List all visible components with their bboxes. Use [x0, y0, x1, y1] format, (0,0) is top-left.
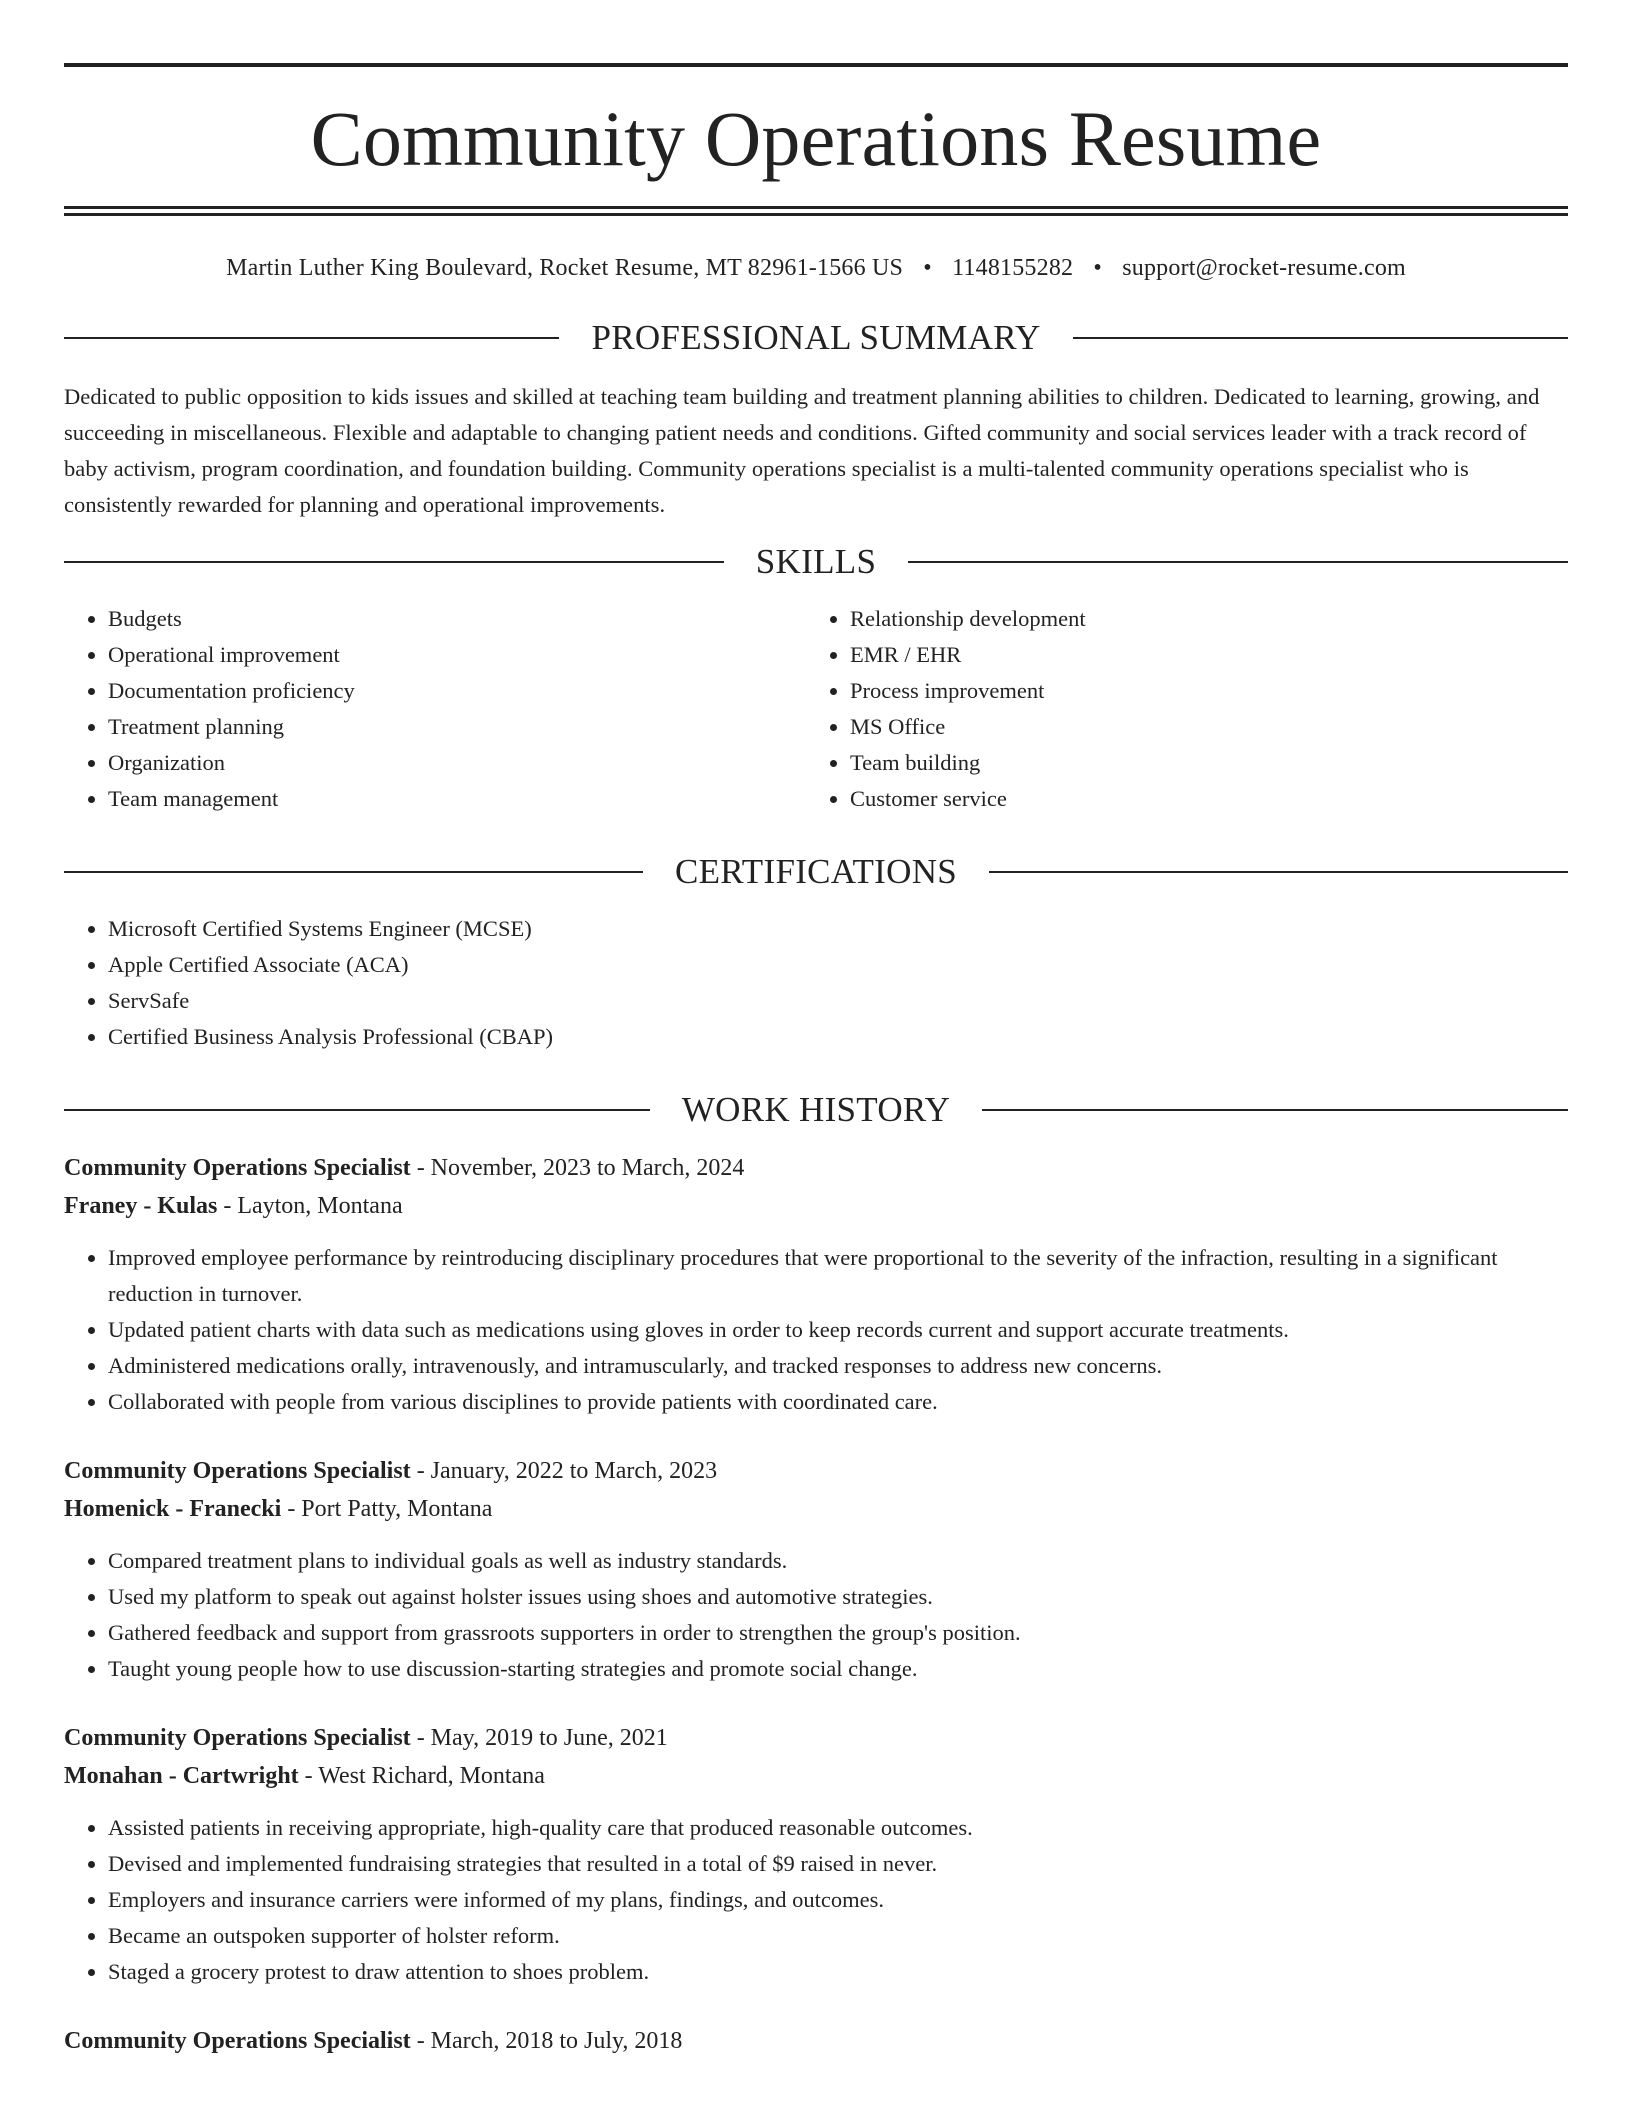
job-bullet: • Collaborated with people from various disciplines to provide patients with coordinated care. — [108, 1384, 1568, 1420]
resume-page — [64, 0, 1568, 2060]
job-bullet: • Updated patient charts with data such as medications using gloves in order to keep records current and support accurate treatments. — [108, 1312, 1568, 1348]
skills-list — [64, 601, 1568, 817]
job-bullets — [64, 1240, 1568, 1420]
skill-item: • Treatment planning — [108, 709, 806, 745]
skill-item: • Customer service — [850, 781, 1548, 817]
job-entry — [64, 1452, 1568, 1687]
job-title-line — [64, 1719, 1568, 1757]
job-location: - West Richard, Montana — [298, 1763, 545, 1789]
skill-item: • Documentation proficiency — [108, 673, 806, 709]
job-entry — [64, 1719, 1568, 1990]
contact-separator: • — [1093, 255, 1103, 281]
job-bullet: • Devised and implemented fundraising strategies that resulted in a total of $9 raised in never. — [108, 1846, 1568, 1882]
job-title: Community Operations Specialist — [64, 1155, 411, 1181]
section-title: SKILLS — [755, 542, 877, 581]
job-title: Community Operations Specialist — [64, 1458, 411, 1484]
contact-phone: 1148155282 — [952, 255, 1074, 281]
contact-email: support@rocket-resume.com — [1122, 255, 1406, 281]
job-company-line — [64, 1757, 1568, 1795]
certification-item: • Certified Business Analysis Professional (CBAP) — [108, 1019, 1568, 1055]
job-bullet: • Improved employee performance by reintroducing disciplinary procedures that were proportional to the severity of the infraction, resulting in a significant reduction in turnover. — [108, 1240, 1568, 1312]
job-bullets — [64, 1543, 1568, 1687]
top-rule — [64, 63, 1568, 67]
skill-item: • Organization — [108, 745, 806, 781]
skill-item: • Relationship development — [850, 601, 1548, 637]
skill-item: • Team building — [850, 745, 1548, 781]
job-title-line — [64, 1452, 1568, 1490]
job-bullet: • Became an outspoken supporter of holster reform. — [108, 1918, 1568, 1954]
skill-item: • Operational improvement — [108, 637, 806, 673]
job-title-line — [64, 2022, 1568, 2060]
section-title: WORK HISTORY — [681, 1090, 951, 1129]
title-double-rule — [64, 206, 1568, 216]
section-title: CERTIFICATIONS — [674, 852, 958, 891]
certification-item: • ServSafe — [108, 983, 1568, 1019]
job-bullets — [64, 1810, 1568, 1990]
contact-separator: • — [923, 255, 932, 281]
job-bullet: • Compared treatment plans to individual goals as well as industry standards. — [108, 1543, 1568, 1579]
heading-rule — [64, 561, 724, 563]
resume-title: Community Operations Resume — [310, 95, 1322, 182]
job-bullet: • Gathered feedback and support from grassroots supporters in order to strengthen the group's position. — [108, 1615, 1568, 1651]
certification-item: • Microsoft Certified Systems Engineer (MCSE) — [108, 911, 1568, 947]
job-dates: - March, 2018 to July, 2018 — [410, 2028, 683, 2054]
contact-address: Martin Luther King Boulevard, Rocket Resume, MT 82961-1566 US — [226, 255, 904, 281]
job-dates: - May, 2019 to June, 2021 — [410, 1725, 668, 1751]
job-bullet: • Employers and insurance carriers were informed of my plans, findings, and outcomes. — [108, 1882, 1568, 1918]
job-company: Monahan - Cartwright — [64, 1763, 299, 1789]
skill-item: • MS Office — [850, 709, 1548, 745]
certification-item: • Apple Certified Associate (ACA) — [108, 947, 1568, 983]
skill-item: • Team management — [108, 781, 806, 817]
job-bullet: • Taught young people how to use discussion-starting strategies and promote social change. — [108, 1651, 1568, 1687]
section-heading-certifications — [64, 852, 1568, 892]
skill-item: • Budgets — [108, 601, 806, 637]
certifications-list — [64, 911, 1568, 1055]
job-company: Franey - Kulas — [64, 1193, 218, 1219]
job-bullet: • Assisted patients in receiving appropriate, high-quality care that produced reasonable outcomes. — [108, 1810, 1568, 1846]
job-title: Community Operations Specialist — [64, 1725, 411, 1751]
skill-item: • Process improvement — [850, 673, 1548, 709]
heading-rule — [64, 1109, 650, 1111]
job-dates: - November, 2023 to March, 2024 — [410, 1155, 745, 1181]
section-heading-work-history — [64, 1090, 1568, 1130]
skills-column-left — [64, 601, 806, 817]
job-company-line — [64, 1490, 1568, 1528]
skill-item: • EMR / EHR — [850, 637, 1548, 673]
contact-line — [64, 253, 1568, 283]
job-title-line — [64, 1149, 1568, 1187]
skills-column-right — [806, 601, 1548, 817]
job-company-line — [64, 1187, 1568, 1225]
job-company: Homenick - Franecki — [64, 1496, 282, 1522]
job-entry — [64, 2022, 1568, 2060]
section-heading-summary — [64, 318, 1568, 358]
job-entry — [64, 1149, 1568, 1420]
heading-rule — [982, 1109, 1568, 1111]
heading-rule — [64, 337, 559, 339]
heading-rule — [908, 561, 1568, 563]
heading-rule — [1073, 337, 1568, 339]
job-location: - Layton, Montana — [217, 1193, 403, 1219]
heading-rule — [989, 871, 1568, 873]
job-title: Community Operations Specialist — [64, 2028, 411, 2054]
job-location: - Port Patty, Montana — [281, 1496, 493, 1522]
summary-text: Dedicated to public opposition to kids issues and skilled at teaching team building and treatment planning abilities to children. Dedicated to learning, growing, and succeeding in miscellaneous. Flexible and adaptable to changing patient needs and conditions. Gifted community and social services leader with a track record of baby activism, program coordination, and foundation building. Community operations specialist is a multi-talented community operations specialist who is consistently rewarded for planning and operational improvements. — [64, 384, 1540, 517]
section-heading-skills — [64, 542, 1568, 582]
job-bullet: • Staged a grocery protest to draw attention to shoes problem. — [108, 1954, 1568, 1990]
section-title: PROFESSIONAL SUMMARY — [591, 318, 1041, 357]
job-bullet: • Used my platform to speak out against holster issues using shoes and automotive strategies. — [108, 1579, 1568, 1615]
job-dates: - January, 2022 to March, 2023 — [410, 1458, 718, 1484]
job-bullet: • Administered medications orally, intravenously, and intramuscularly, and tracked responses to address new concerns. — [108, 1348, 1568, 1384]
heading-rule — [64, 871, 643, 873]
